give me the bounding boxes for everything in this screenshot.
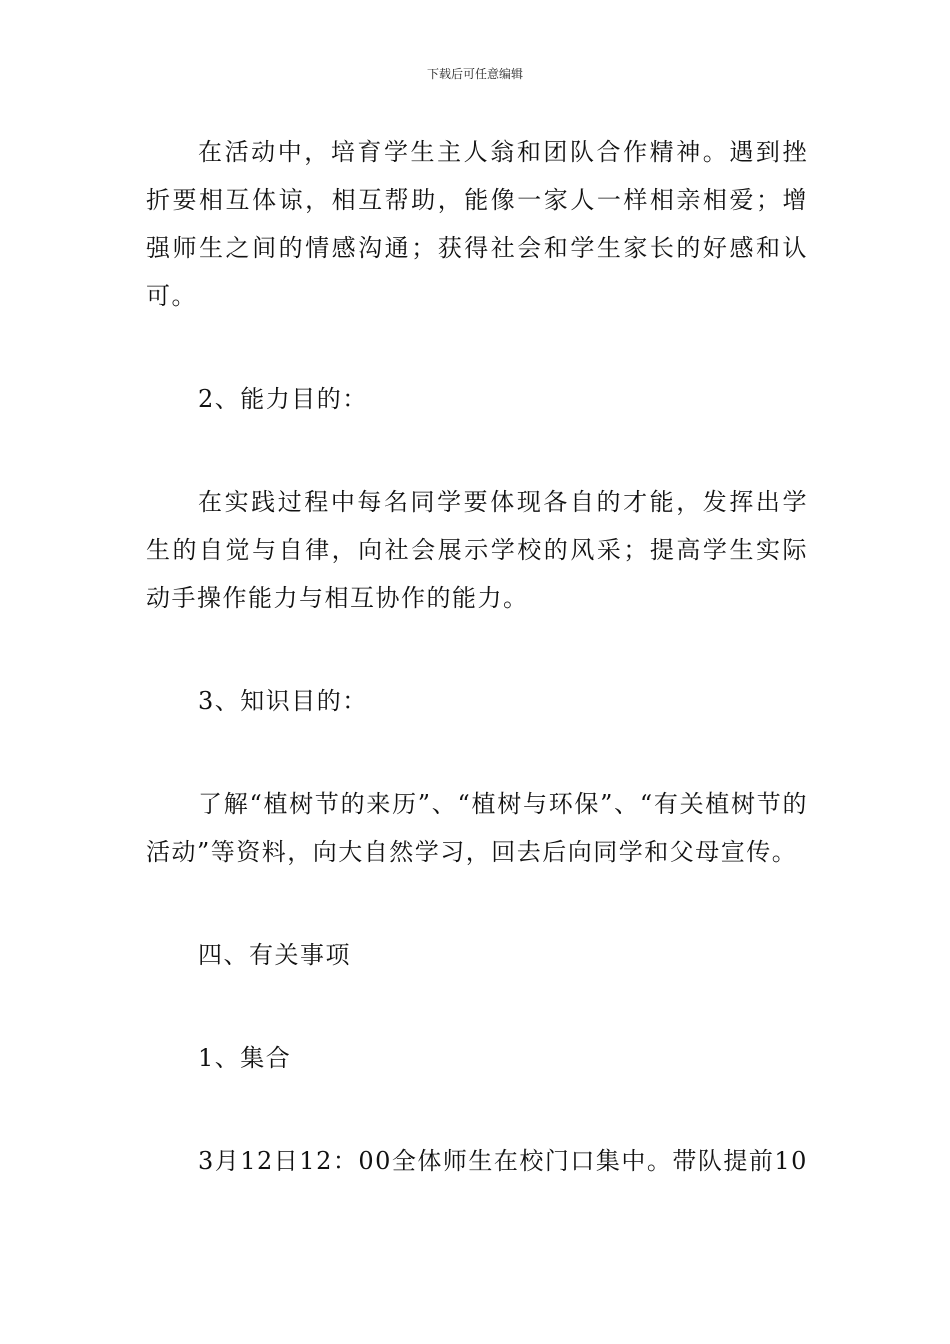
paragraph-spacer	[146, 423, 808, 478]
paragraph-spacer	[146, 725, 808, 780]
paragraph-knowledge: 了解“植树节的来历”、“植树与环保”、“有关植树节的活动”等资料，向大自然学习，回去后向同学和父母宣传。	[146, 790, 808, 866]
page-header: 下载后可任意编辑	[426, 67, 523, 81]
paragraph-spacer	[146, 622, 808, 677]
heading-knowledge-goal: 3、知识目的：	[198, 687, 368, 715]
paragraph-spacer	[146, 320, 808, 375]
paragraph-practice: 在实践过程中每名同学要体现各自的才能，发挥出学生的自觉与自律，向社会展示学校的风采；提高学生实际动手操作能力与相互协作的能力。	[146, 488, 808, 612]
heading-ability-goal: 2、能力目的：	[198, 385, 368, 413]
paragraph-assembly-time: 3月12日12：00全体师生在校门口集中。带队提前10	[198, 1147, 808, 1175]
paragraph-spacer	[146, 979, 808, 1034]
document-body	[146, 128, 808, 1185]
paragraph-spacer	[146, 876, 808, 931]
paragraph-spacer	[146, 1082, 808, 1137]
heading-related-matters: 四、有关事项	[198, 941, 351, 969]
paragraph-activity-spirit: 在活动中，培育学生主人翁和团队合作精神。遇到挫折要相互体谅，相互帮助，能像一家人一样相亲相爱；增强师生之间的情感沟通；获得社会和学生家长的好感和认可。	[146, 138, 808, 310]
heading-assembly: 1、集合	[198, 1044, 292, 1072]
